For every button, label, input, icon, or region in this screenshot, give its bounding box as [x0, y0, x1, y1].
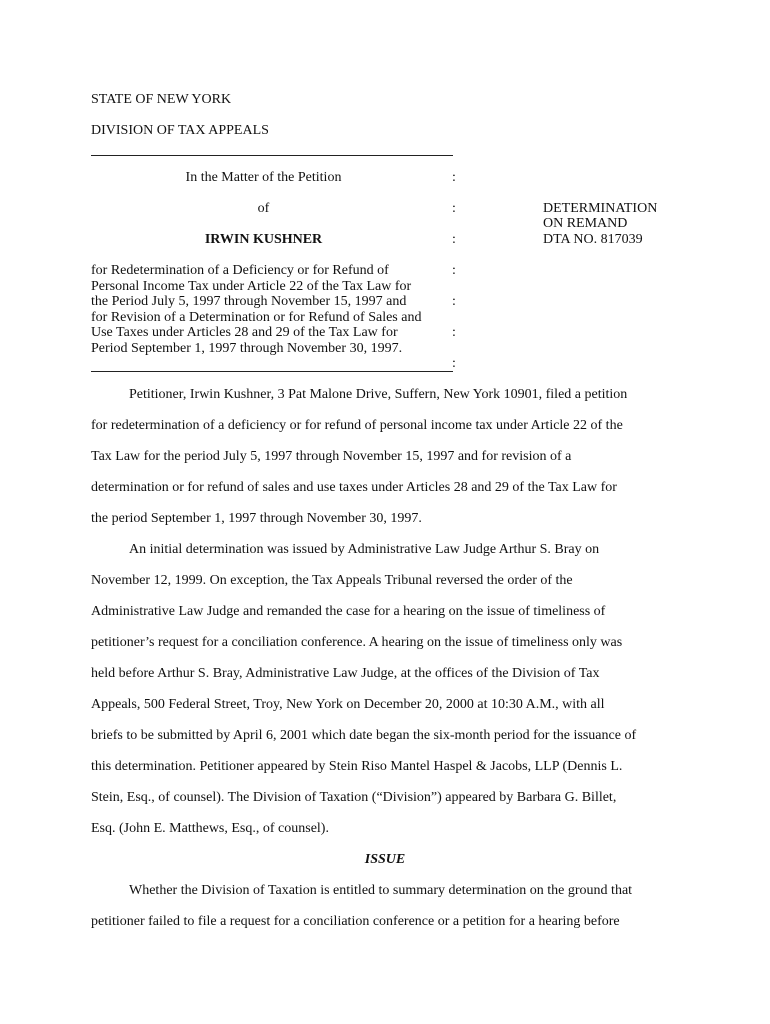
matter-line: In the Matter of the Petition [185, 170, 342, 185]
body-line: Esq. (John E. Matthews, Esq., of counsel). [91, 821, 329, 836]
caption-bottom-rule [91, 371, 453, 372]
caption-colon: : [452, 356, 456, 371]
body-line: An initial determination was issued by Administrative Law Judge Arthur S. Bray on [129, 542, 600, 557]
caption-description-line: for Revision of a Determination or for Refund of Sales and [91, 310, 422, 325]
of-line: of [257, 201, 270, 216]
body-line: Appeals, 500 Federal Street, Troy, New York on December 20, 2000 at 10:30 A.M., with all [91, 697, 605, 712]
caption-top-rule [91, 155, 453, 156]
issue-heading: ISSUE [364, 852, 406, 867]
caption-colon: : [452, 263, 456, 278]
caption-description-line: Use Taxes under Articles 28 and 29 of the Tax Law for [91, 325, 398, 340]
caption-description-line: for Redetermination of a Deficiency or for Refund of [91, 263, 389, 278]
body-line: determination or for refund of sales and use taxes under Articles 28 and 29 of the Tax Law for [91, 480, 617, 495]
body-line: this determination. Petitioner appeared by Stein Riso Mantel Haspel & Jacobs, LLP (Dennis L. [91, 759, 623, 774]
caption-colon: : [452, 232, 456, 247]
body-line: briefs to be submitted by April 6, 2001 which date began the six-month period for the issuance of [91, 728, 637, 743]
petitioner-name: IRWIN KUSHNER [204, 232, 323, 247]
caption-colon: : [452, 325, 456, 340]
state-heading: STATE OF NEW YORK [91, 92, 232, 107]
determination-subtitle: ON REMAND [543, 216, 628, 231]
body-line: held before Arthur S. Bray, Administrative Law Judge, at the offices of the Division of Tax [91, 666, 600, 681]
caption-colon: : [452, 170, 456, 185]
caption-colon: : [452, 294, 456, 309]
body-line: Stein, Esq., of counsel). The Division of Taxation (“Division”) appeared by Barbara G. Billet, [91, 790, 617, 805]
caption-description-line: the Period July 5, 1997 through November 15, 1997 and [91, 294, 407, 309]
body-line: Tax Law for the period July 5, 1997 through November 15, 1997 and for revision of a [91, 449, 572, 464]
body-line: November 12, 1999. On exception, the Tax Appeals Tribunal reversed the order of the [91, 573, 573, 588]
body-line: Administrative Law Judge and remanded the case for a hearing on the issue of timeliness of [91, 604, 606, 619]
docket-number: DTA NO. 817039 [543, 232, 643, 247]
caption-colon: : [452, 201, 456, 216]
caption-description-line: Personal Income Tax under Article 22 of the Tax Law for [91, 279, 412, 294]
body-line: for redetermination of a deficiency or for refund of personal income tax under Article 22 of the [91, 418, 623, 433]
body-line: petitioner failed to file a request for a conciliation conference or a petition for a hearing before [91, 914, 620, 929]
caption-description-line: Period September 1, 1997 through November 30, 1997. [91, 341, 403, 356]
body-line: Whether the Division of Taxation is entitled to summary determination on the ground that [129, 883, 633, 898]
body-line: petitioner’s request for a conciliation conference. A hearing on the issue of timeliness only was [91, 635, 623, 650]
body-line: the period September 1, 1997 through November 30, 1997. [91, 511, 422, 526]
division-heading: DIVISION OF TAX APPEALS [91, 123, 269, 138]
determination-title: DETERMINATION [543, 201, 658, 216]
body-line: Petitioner, Irwin Kushner, 3 Pat Malone Drive, Suffern, New York 10901, filed a petition [129, 387, 628, 402]
